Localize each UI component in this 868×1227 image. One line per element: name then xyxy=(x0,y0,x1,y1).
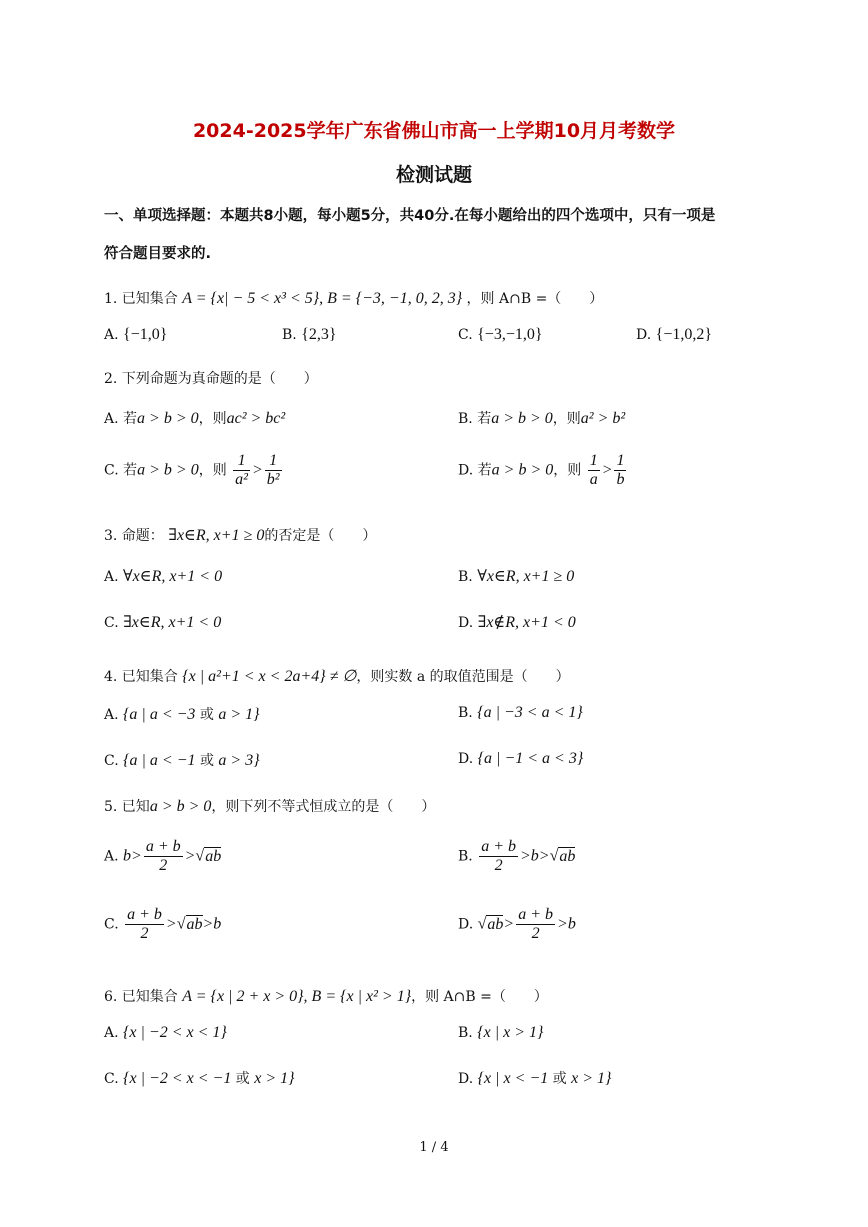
option-label: A. xyxy=(104,707,119,723)
fraction xyxy=(479,838,518,875)
question-1 xyxy=(104,288,603,308)
q1-number: 1. 已知集合 xyxy=(104,291,178,307)
fraction xyxy=(588,452,600,489)
fraction xyxy=(233,452,250,489)
q6-tail: ，则 A∩B =（ ） xyxy=(411,989,548,1005)
option-text: 或 xyxy=(199,753,214,769)
sqrt-sign: √ xyxy=(176,915,186,933)
option-math: {a | a < −1 xyxy=(123,752,196,769)
option-text: {−1,0} xyxy=(123,326,168,343)
q2-option-a xyxy=(104,408,285,428)
q4-tail: ，则实数 a 的取值范围是（ ） xyxy=(356,669,570,685)
option-text: {−3,−1,0} xyxy=(477,326,543,343)
option-label: B. xyxy=(458,848,473,865)
option-label: D. xyxy=(458,751,474,767)
option-label: C. xyxy=(458,327,473,343)
denominator: 2 xyxy=(159,857,168,874)
option-text: 若 xyxy=(123,411,138,427)
fraction xyxy=(144,838,183,875)
option-math: {x | −2 < x < 1} xyxy=(123,1024,227,1041)
section-heading-line1: 一、单项选择题：本题共8小题，每小题5分，共40分.在每小题给出的四个选项中，只有一项是 xyxy=(104,208,716,224)
numerator: 1 xyxy=(616,452,625,469)
option-text: 若 xyxy=(477,411,492,427)
option-math: b xyxy=(123,847,132,865)
q4-number: 4. 已知集合 xyxy=(104,669,178,685)
q1-option-d xyxy=(636,326,712,344)
denominator: a² xyxy=(235,471,248,488)
numerator: a + b xyxy=(518,906,554,923)
denominator: b² xyxy=(266,471,280,488)
radicand: ab xyxy=(487,915,504,933)
option-text: 或 xyxy=(552,1071,567,1087)
q2-option-c xyxy=(104,452,284,489)
denominator: b xyxy=(616,471,625,488)
q1-tail: ，则 A∩B =（ ） xyxy=(466,291,604,307)
option-math: a > b > 0 xyxy=(491,410,553,427)
q1-math: A = {x| − 5 < x³ < 5}, B = {−3, −1, 0, 2, 3} xyxy=(182,290,463,307)
q4-option-a xyxy=(104,704,260,724)
option-math: {a | −1 < a < 3} xyxy=(477,750,584,767)
option-label: A. xyxy=(104,327,119,343)
option-math: a > 1} xyxy=(218,706,260,723)
option-math: b xyxy=(213,915,222,933)
option-text: ∃x∈R, x+1 < 0 xyxy=(123,614,222,631)
numerator: a + b xyxy=(145,838,181,855)
option-label: B. xyxy=(458,705,473,721)
option-text: 若 xyxy=(123,462,138,479)
q4-option-b xyxy=(458,704,583,722)
option-label: A. xyxy=(104,411,119,427)
q1-option-b xyxy=(282,326,337,344)
option-text: 或 xyxy=(199,707,214,723)
numerator: 1 xyxy=(233,452,250,471)
q3-option-b xyxy=(458,566,574,586)
q5-option-b xyxy=(458,838,575,875)
radicand: ab xyxy=(205,847,222,865)
q6-option-c xyxy=(104,1068,295,1088)
q6-option-b xyxy=(458,1024,543,1042)
option-text: ，则 xyxy=(198,462,227,479)
option-math: x > 1} xyxy=(254,1070,295,1087)
question-2: 2. 下列命题为真命题的是（ ） xyxy=(104,371,318,387)
option-label: C. xyxy=(104,1071,119,1087)
option-label: D. xyxy=(458,916,474,933)
operator: > xyxy=(503,915,515,933)
fraction xyxy=(614,452,626,489)
radicand: ab xyxy=(559,847,576,865)
operator: > xyxy=(251,461,263,479)
question-5 xyxy=(104,796,435,816)
operator: > xyxy=(184,847,196,865)
question-4 xyxy=(104,666,570,686)
sqrt-sign: √ xyxy=(549,847,559,865)
q5-option-c xyxy=(104,906,221,943)
fraction xyxy=(265,452,282,489)
question-6 xyxy=(104,986,548,1006)
q1-option-a xyxy=(104,326,167,344)
operator: > xyxy=(557,915,568,933)
option-math: a² > b² xyxy=(580,410,626,427)
q5-tail: ，则下列不等式恒成立的是（ ） xyxy=(211,799,436,815)
q6-option-d xyxy=(458,1068,611,1088)
option-label: B. xyxy=(458,569,473,585)
numerator: a + b xyxy=(127,906,162,923)
option-label: C. xyxy=(104,916,119,933)
option-label: C. xyxy=(104,753,119,769)
option-text: {−1,0,2} xyxy=(655,326,713,343)
option-text: {2,3} xyxy=(301,326,337,343)
option-text: ，则 xyxy=(552,411,581,427)
option-text: ，则 xyxy=(553,462,582,479)
option-text: ∀x∈R, x+1 < 0 xyxy=(123,568,223,585)
numerator: 1 xyxy=(265,452,282,471)
q6-option-a xyxy=(104,1024,227,1042)
option-math: a > b > 0 xyxy=(137,461,199,479)
q3-math: ∃x∈R, x+1 ≥ 0 xyxy=(168,527,265,544)
option-math: a > b > 0 xyxy=(491,461,554,479)
q5-number: 5. 已知 xyxy=(104,799,150,815)
q6-number: 6. 已知集合 xyxy=(104,989,178,1005)
q5-math: a > b > 0 xyxy=(149,798,212,815)
denominator: a xyxy=(589,471,598,488)
option-label: D. xyxy=(636,327,652,343)
option-math: {a | a < −3 xyxy=(123,706,196,723)
option-label: C. xyxy=(104,462,119,479)
operator: > xyxy=(202,915,214,933)
option-math: b xyxy=(567,915,576,933)
option-math: b xyxy=(530,847,539,865)
option-math: ac² > bc² xyxy=(226,410,286,427)
option-label: B. xyxy=(458,1025,473,1041)
option-label: C. xyxy=(104,615,119,631)
option-math: {x | −2 < x < −1 xyxy=(123,1070,232,1087)
q1-option-c xyxy=(458,326,543,344)
sqrt-sign: √ xyxy=(195,847,205,865)
option-math: {a | −3 < a < 1} xyxy=(477,704,583,721)
q6-math: A = {x | 2 + x > 0}, B = {x | x² > 1} xyxy=(182,988,412,1005)
page-number: 1 / 4 xyxy=(419,1140,449,1155)
section-heading-line2: 符合题目要求的. xyxy=(104,246,212,262)
option-math: a > 3} xyxy=(218,752,260,769)
option-label: A. xyxy=(104,848,119,865)
option-label: B. xyxy=(458,411,473,427)
question-3 xyxy=(104,525,376,545)
q2-option-b xyxy=(458,408,625,428)
page-title: 2024-2025学年广东省佛山市高一上学期10月月考数学 xyxy=(192,120,676,142)
q4-math: {x | a²+1 < x < 2a+4} ≠ ∅ xyxy=(182,668,357,685)
operator: > xyxy=(131,847,142,865)
option-label: D. xyxy=(458,462,474,479)
option-text: ∀x∈R, x+1 ≥ 0 xyxy=(477,568,575,585)
q4-option-d xyxy=(458,750,583,768)
numerator: 1 xyxy=(589,452,598,469)
operator: > xyxy=(520,847,531,865)
page-subtitle: 检测试题 xyxy=(395,164,472,186)
option-label: A. xyxy=(104,569,119,585)
operator: > xyxy=(601,461,613,479)
option-math: {x | x < −1 xyxy=(477,1070,549,1087)
q3-tail: 的否定是（ ） xyxy=(264,528,377,544)
denominator: 2 xyxy=(140,925,149,942)
q3-option-c xyxy=(104,612,221,632)
q2-option-d xyxy=(458,452,628,489)
denominator: 2 xyxy=(531,925,540,942)
option-text: 若 xyxy=(477,462,492,479)
q5-option-a xyxy=(104,838,221,875)
fraction xyxy=(125,906,164,943)
option-label: D. xyxy=(458,1071,474,1087)
option-label: B. xyxy=(282,327,297,343)
q5-option-d xyxy=(458,906,576,943)
option-text: ∃x∉R, x+1 < 0 xyxy=(477,614,576,631)
option-label: D. xyxy=(458,615,474,631)
option-math: a > b > 0 xyxy=(137,410,199,427)
option-math: x > 1} xyxy=(571,1070,612,1087)
numerator: a + b xyxy=(481,838,516,855)
operator: > xyxy=(165,915,177,933)
option-text: ，则 xyxy=(198,411,227,427)
operator: > xyxy=(538,847,550,865)
q4-option-c xyxy=(104,750,260,770)
sqrt-sign: √ xyxy=(477,915,487,933)
denominator: 2 xyxy=(494,857,503,874)
fraction xyxy=(516,906,555,943)
q3-option-d xyxy=(458,612,576,632)
q3-number: 3. 命题： xyxy=(104,528,164,544)
radicand: ab xyxy=(186,915,203,933)
q3-option-a xyxy=(104,566,222,586)
option-text: 或 xyxy=(235,1071,250,1087)
option-math: {x | x > 1} xyxy=(477,1024,544,1041)
option-label: A. xyxy=(104,1025,119,1041)
